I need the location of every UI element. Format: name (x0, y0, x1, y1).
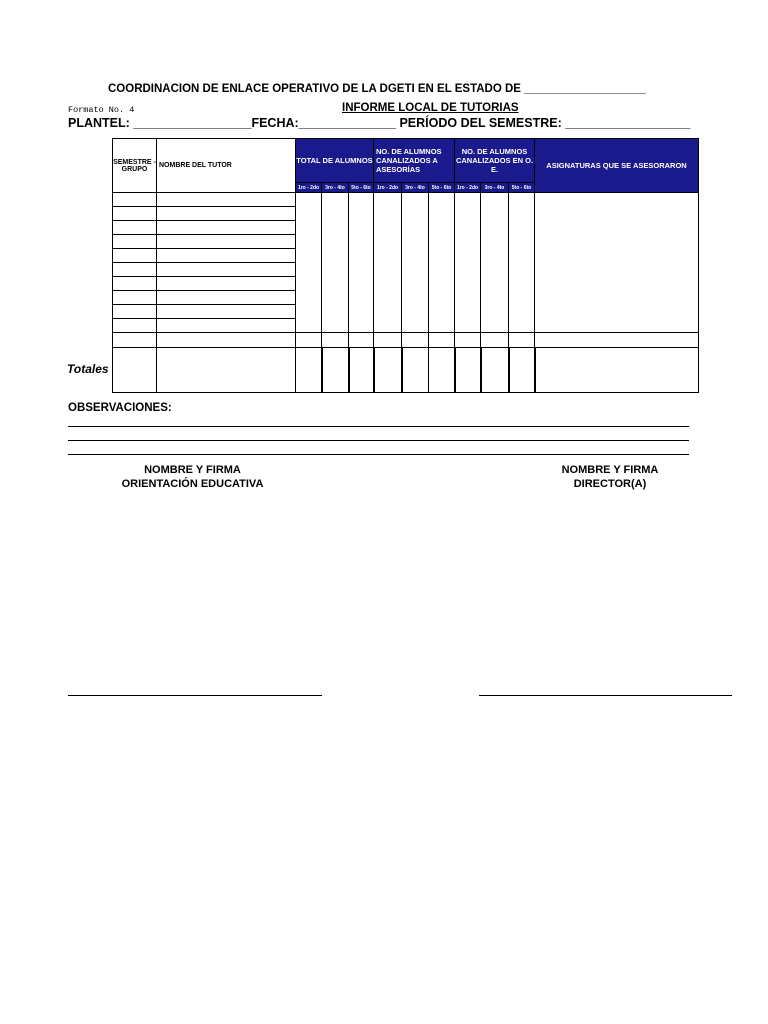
value-cell[interactable] (349, 193, 374, 333)
tutor-cell[interactable] (157, 319, 296, 333)
subheader-5-6: 5to - 6to (429, 183, 455, 193)
value-cell[interactable] (509, 193, 535, 333)
tutor-cell[interactable] (157, 221, 296, 235)
total-cell[interactable] (322, 348, 349, 393)
table-row (113, 193, 699, 207)
total-cell[interactable] (349, 348, 374, 393)
semestre-cell[interactable] (113, 235, 157, 249)
signature-label-orientacion (100, 463, 285, 491)
total-cell[interactable] (113, 348, 157, 393)
semestre-cell[interactable] (113, 207, 157, 221)
header-semestre-grupo: SEMESTRE -GRUPO (113, 139, 157, 193)
signature-line-director[interactable] (479, 695, 732, 696)
value-cell[interactable] (429, 193, 455, 333)
subheader-3-4: 3ro - 4to (402, 183, 429, 193)
total-cell[interactable] (374, 348, 402, 393)
report-title: INFORME LOCAL DE TUTORIAS (342, 102, 519, 114)
observaciones-line[interactable] (68, 440, 689, 441)
header-canalizados-oe: NO. DE ALUMNOS CANALIZADOS EN O. E. (455, 139, 535, 183)
value-cell[interactable] (349, 333, 374, 348)
semestre-cell[interactable] (113, 277, 157, 291)
tutor-cell[interactable] (157, 305, 296, 319)
subheader-3-4: 3ro - 4to (481, 183, 509, 193)
table-row (113, 333, 699, 348)
header-asignaturas: ASIGNATURAS QUE SE ASESORARON (535, 139, 699, 193)
tutorias-table (112, 138, 699, 393)
totals-row (113, 348, 699, 393)
subheader-5-6: 5to - 6to (349, 183, 374, 193)
signature-label-director (530, 463, 690, 491)
value-cell[interactable] (296, 333, 322, 348)
total-cell[interactable] (296, 348, 322, 393)
semestre-cell[interactable] (113, 263, 157, 277)
total-cell[interactable] (455, 348, 481, 393)
tutor-cell[interactable] (157, 207, 296, 221)
value-cell[interactable] (374, 333, 402, 348)
semestre-cell[interactable] (113, 221, 157, 235)
asignaturas-cell[interactable] (535, 193, 699, 333)
total-cell[interactable] (429, 348, 455, 393)
header-nombre-tutor: NOMBRE DEL TUTOR (157, 139, 296, 193)
value-cell[interactable] (481, 333, 509, 348)
observaciones-label: OBSERVACIONES: (68, 402, 172, 414)
signature-title: NOMBRE Y FIRMA (561, 464, 659, 476)
semestre-cell[interactable] (113, 291, 157, 305)
tutor-cell[interactable] (157, 235, 296, 249)
totales-label: Totales (67, 362, 109, 376)
value-cell[interactable] (322, 193, 349, 333)
formato-number: Formato No. 4 (68, 105, 135, 115)
value-cell[interactable] (455, 193, 481, 333)
value-cell[interactable] (402, 333, 429, 348)
semestre-cell[interactable] (113, 305, 157, 319)
semestre-cell[interactable] (113, 193, 157, 207)
tutor-cell[interactable] (157, 193, 296, 207)
signature-title: NOMBRE Y FIRMA (144, 464, 241, 476)
total-cell[interactable] (535, 348, 699, 393)
tutor-cell[interactable] (157, 263, 296, 277)
total-cell[interactable] (402, 348, 429, 393)
subheader-1-2: 1ro - 2do (455, 183, 481, 193)
observaciones-line[interactable] (68, 426, 689, 427)
signature-role: DIRECTOR(A) (573, 478, 647, 490)
total-cell[interactable] (481, 348, 509, 393)
signature-line-orientacion[interactable] (68, 695, 322, 696)
value-cell[interactable] (322, 333, 349, 348)
asignaturas-cell[interactable] (535, 333, 699, 348)
semestre-cell[interactable] (113, 333, 157, 348)
observaciones-line[interactable] (68, 454, 689, 455)
tutor-cell[interactable] (157, 249, 296, 263)
plantel-fecha-periodo-line: PLANTEL: _________________FECHA:______________ PERÍODO DEL SEMESTRE: __________________ (68, 116, 691, 130)
value-cell[interactable] (455, 333, 481, 348)
tutor-cell[interactable] (157, 277, 296, 291)
semestre-cell[interactable] (113, 319, 157, 333)
total-cell[interactable] (157, 348, 296, 393)
value-cell[interactable] (481, 193, 509, 333)
semestre-cell[interactable] (113, 249, 157, 263)
subheader-3-4: 3ro - 4to (322, 183, 349, 193)
value-cell[interactable] (402, 193, 429, 333)
value-cell[interactable] (429, 333, 455, 348)
subheader-1-2: 1ro - 2do (374, 183, 402, 193)
tutor-cell[interactable] (157, 291, 296, 305)
tutor-cell[interactable] (157, 333, 296, 348)
value-cell[interactable] (296, 193, 322, 333)
total-cell[interactable] (509, 348, 535, 393)
subheader-5-6: 5to - 6to (509, 183, 535, 193)
header-total-alumnos: TOTAL DE ALUMNOS (296, 139, 374, 183)
value-cell[interactable] (374, 193, 402, 333)
document-title: COORDINACION DE ENLACE OPERATIVO DE LA DGETI EN EL ESTADO DE ___________________ (108, 83, 646, 95)
value-cell[interactable] (509, 333, 535, 348)
subheader-1-2: 1ro - 2do (296, 183, 322, 193)
signature-role: ORIENTACIÓN EDUCATIVA (121, 478, 264, 490)
header-canalizados-asesorias: NO. DE ALUMNOS CANALIZADOS A ASESORÍAS (374, 139, 455, 183)
